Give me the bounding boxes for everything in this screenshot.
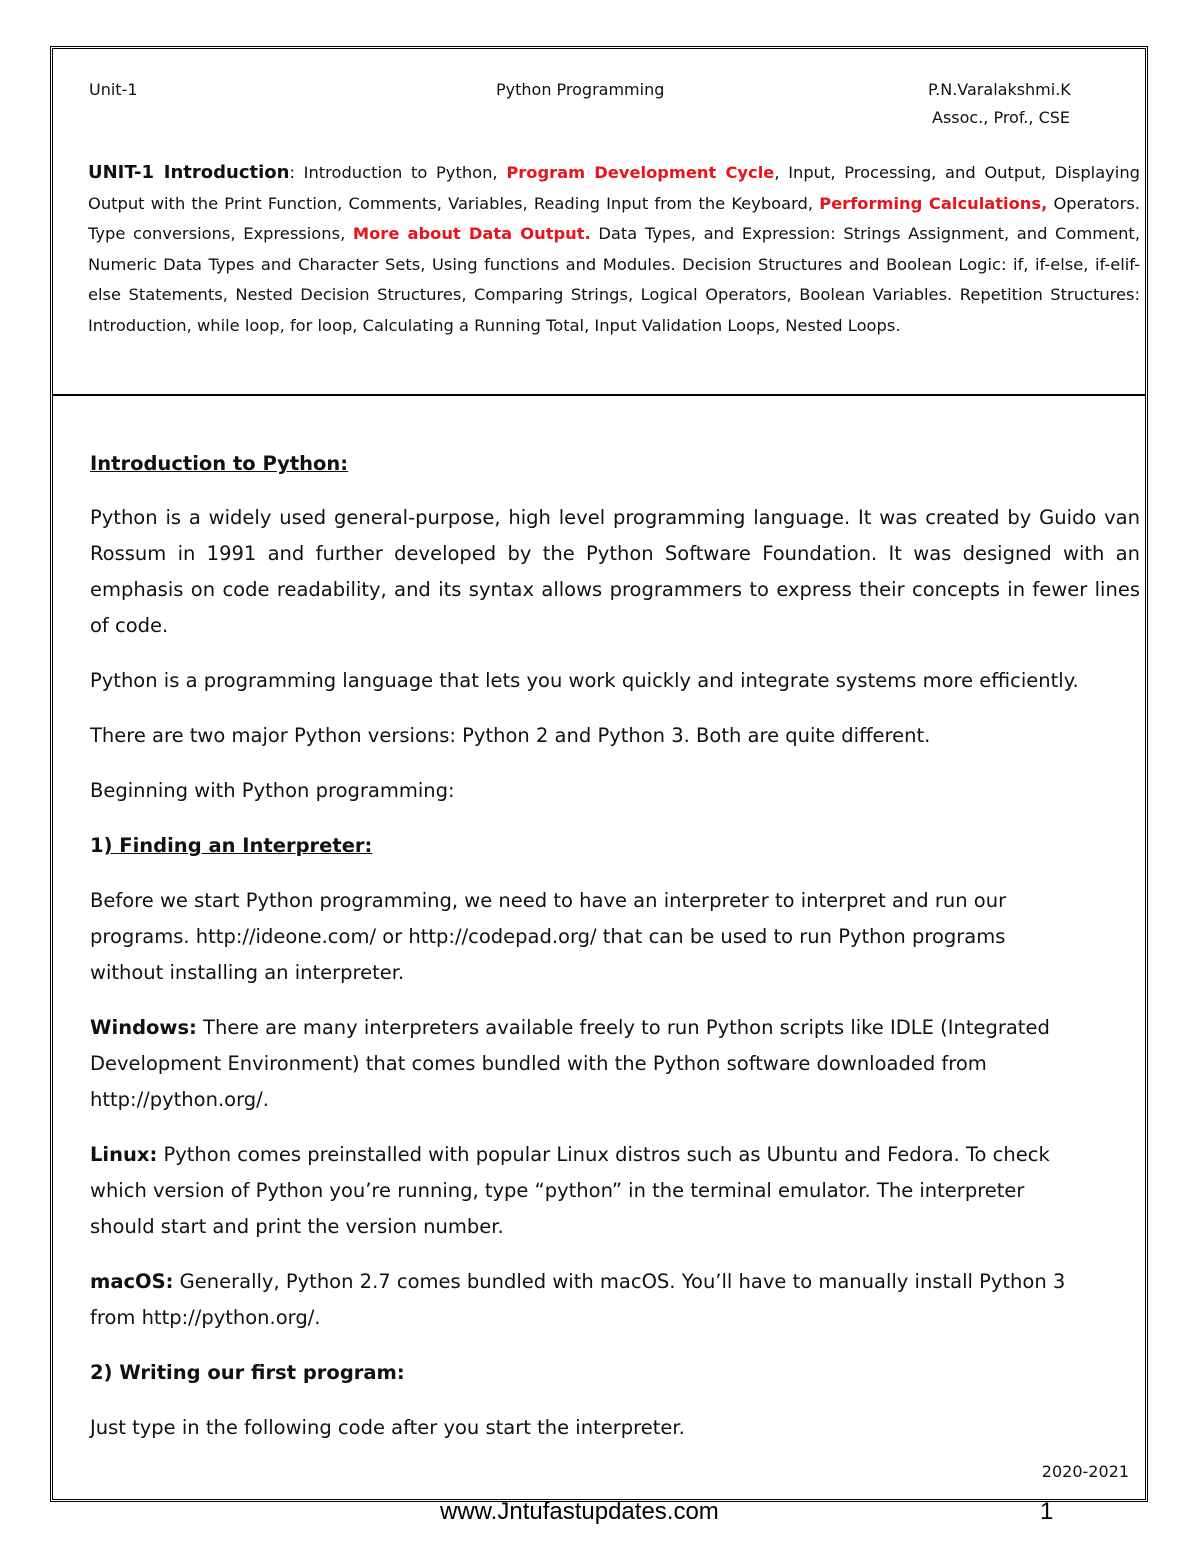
syllabus-text-3: Operators. Type conversions, Expressions, <box>88 193 1140 243</box>
windows-label: Windows: <box>90 1016 197 1039</box>
website-link[interactable]: www.Jntufastupdates.com <box>440 1498 719 1525</box>
paragraph-integrate: Python is a programming language that lets you work quickly and integrate systems more efficiently. <box>90 669 1079 692</box>
text-line: from http://python.org/. <box>90 1306 321 1329</box>
unit-syllabus <box>88 158 1140 341</box>
text-line: which version of Python you’re running, type “python” in the terminal emulator. The interpreter <box>90 1179 1025 1202</box>
text-line: Before we start Python programming, we need to have an interpreter to interpret and run our <box>90 889 1007 912</box>
heading-text: ) Finding an Interpreter: <box>103 834 373 857</box>
linux-label: Linux: <box>90 1143 158 1166</box>
header-designation: Assoc., Prof., CSE <box>932 108 1071 127</box>
intro-heading: Introduction to Python: <box>90 452 349 475</box>
text-line: programs. http://ideone.com/ or http://codepad.org/ that can be used to run Python programs <box>90 925 1006 948</box>
header-author: P.N.Varalakshmi.K <box>928 80 1071 99</box>
main-content <box>90 446 1140 1446</box>
heading-first-program: 2) Writing our first program: <box>90 1361 405 1384</box>
paragraph-macos <box>90 1264 1140 1336</box>
syllabus-text-2: , Input, Processing, and Output, Displaying Output with the Print Function, Comments, Variables, Reading Input from the Keyboard, <box>88 163 1140 213</box>
text-line: without installing an interpreter. <box>90 961 405 984</box>
heading-finding-interpreter <box>90 828 1140 864</box>
header-unit: Unit-1 <box>89 80 138 99</box>
syllabus-highlight-3: More about Data Output. <box>352 224 591 243</box>
syllabus-lead: UNIT-1 Introduction <box>88 162 290 183</box>
syllabus-text-4: Data Types, and Expression: Strings Assignment, and Comment, Numeric Data Types and Character Sets, Using functions and Modules. Decision Structures and Boolean Logic: if, if-else, if-elif-else Statements, Nested Decision Structures, Comparing Strings, Logical Operators, Boolean Variables. Repetition Structures: Introduction, while loop, for loop, Calculating a Running Total, Input Validation Loops, Nested Loops. <box>88 224 1140 335</box>
text-line: http://python.org/. <box>90 1088 269 1111</box>
paragraph-type-code: Just type in the following code after you start the interpreter. <box>90 1416 685 1439</box>
paragraph-beginning: Beginning with Python programming: <box>90 779 455 802</box>
heading-number: 1 <box>90 834 104 857</box>
macos-label: macOS: <box>90 1270 174 1293</box>
syllabus-text-1: : Introduction to Python, <box>289 163 507 182</box>
text-line: Development Environment) that comes bundled with the Python software downloaded from <box>90 1052 987 1075</box>
text-line: Generally, Python 2.7 comes bundled with macOS. You’ll have to manually install Python 3 <box>173 1270 1066 1293</box>
text-line: There are many interpreters available freely to run Python scripts like IDLE (Integrated <box>196 1016 1050 1039</box>
academic-year: 2020-2021 <box>1041 1462 1129 1481</box>
paragraph-versions: There are two major Python versions: Python 2 and Python 3. Both are quite different. <box>90 724 931 747</box>
header-subject: Python Programming <box>496 80 665 99</box>
text-line: should start and print the version number. <box>90 1215 504 1238</box>
paragraph-windows <box>90 1010 1140 1118</box>
paragraph-linux <box>90 1137 1140 1245</box>
syllabus-highlight-1: Program Development Cycle <box>506 163 775 182</box>
syllabus-highlight-2: Performing Calculations, <box>819 193 1048 213</box>
intro-paragraph: Python is a widely used general-purpose, high level programming language. It was created by Guido van Rossum in 1991 and further developed by the Python Software Foundation. It was designed with an emphasis on code readability, and its syntax allows programmers to express their concepts in fewer lines of code. <box>90 506 1140 637</box>
paragraph-interpreter <box>90 883 1140 991</box>
section-divider <box>52 394 1146 396</box>
text-line: Python comes preinstalled with popular Linux distros such as Ubuntu and Fedora. To check <box>157 1143 1050 1166</box>
page-number: 1 <box>1040 1498 1054 1525</box>
